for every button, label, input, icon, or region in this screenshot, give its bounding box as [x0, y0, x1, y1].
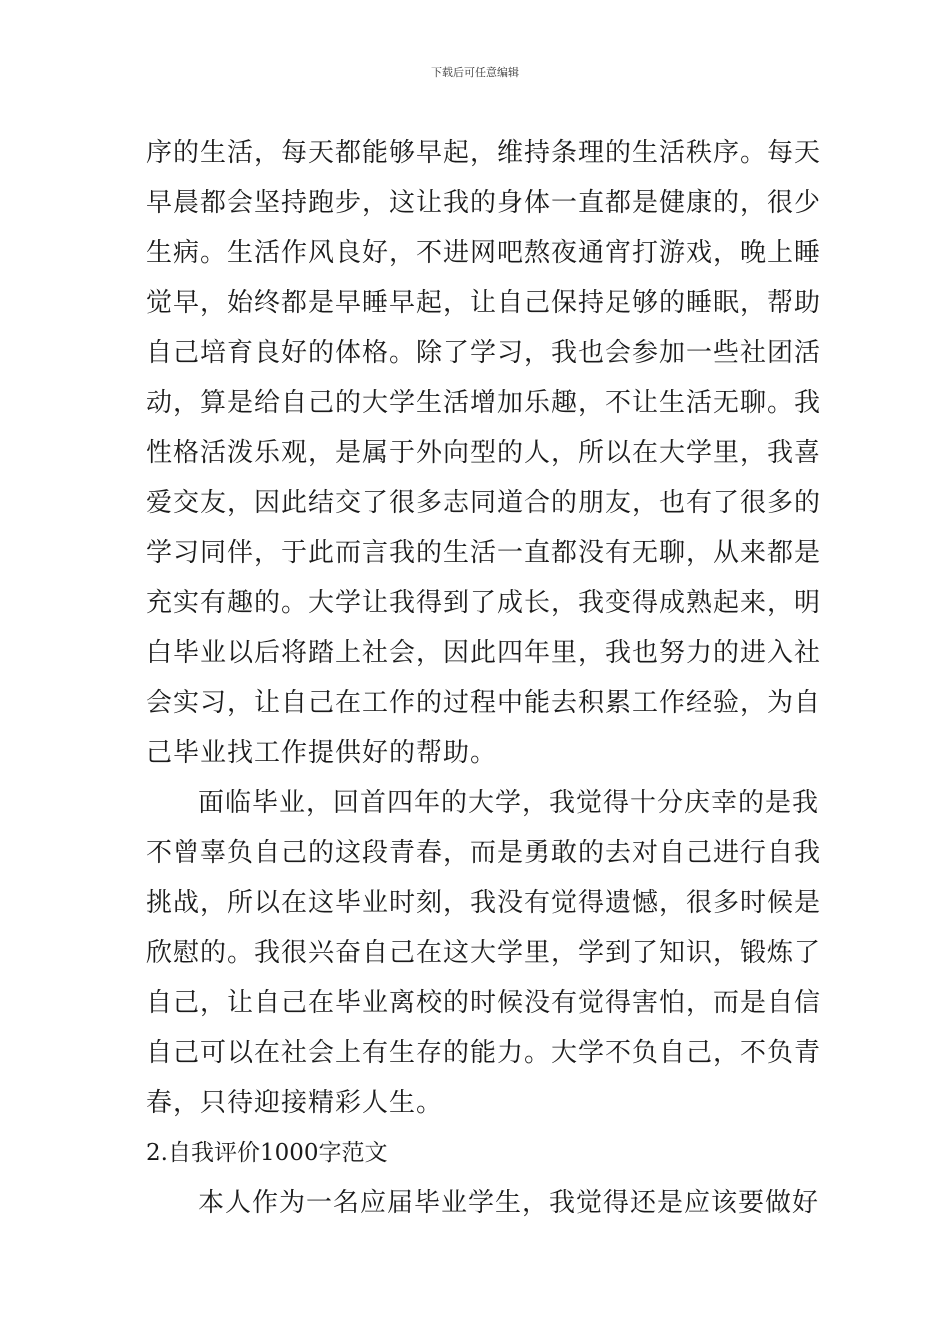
- text-line: 己毕业找工作提供好的帮助。: [146, 738, 498, 768]
- text-line: 欣慰的。我很兴奋自己在这大学里，学到了知识，锻炼了: [146, 938, 822, 968]
- text-line: 爱交友，因此结交了很多志同道合的朋友，也有了很多的: [146, 488, 822, 518]
- text-line: 自己可以在社会上有生存的能力。大学不负自己，不负青: [146, 1038, 822, 1068]
- text-line: 白毕业以后将踏上社会，因此四年里，我也努力的进入社: [146, 638, 822, 668]
- text-line: 会实习，让自己在工作的过程中能去积累工作经验，为自: [146, 688, 822, 718]
- text-line: 充实有趣的。大学让我得到了成长，我变得成熟起来，明: [146, 588, 822, 618]
- text-line: 早晨都会坚持跑步，这让我的身体一直都是健康的，很少: [146, 188, 822, 218]
- section-heading: 2.自我评价1000字范文: [146, 1140, 388, 1166]
- text-line: 动，算是给自己的大学生活增加乐趣，不让生活无聊。我: [146, 388, 822, 418]
- paragraph-start-line: 面临毕业，回首四年的大学，我觉得十分庆幸的是我: [198, 788, 820, 818]
- text-line: 生病。生活作风良好，不进网吧熬夜通宵打游戏，晚上睡: [146, 238, 822, 268]
- text-line: 学习同伴，于此而言我的生活一直都没有无聊，从来都是: [146, 538, 822, 568]
- text-line: 性格活泼乐观，是属于外向型的人，所以在大学里，我喜: [146, 438, 822, 468]
- text-line: 春，只待迎接精彩人生。: [146, 1088, 444, 1118]
- text-line: 自己培育良好的体格。除了学习，我也会参加一些社团活: [146, 338, 822, 368]
- text-line: 序的生活，每天都能够早起，维持条理的生活秩序。每天: [146, 138, 822, 168]
- document-body: [146, 128, 822, 1228]
- header-note: 下载后可任意编辑: [431, 66, 519, 79]
- text-line: 挑战，所以在这毕业时刻，我没有觉得遗憾，很多时候是: [146, 888, 822, 918]
- text-line: 不曾辜负自己的这段青春，而是勇敢的去对自己进行自我: [146, 838, 822, 868]
- text-line: 自己，让自己在毕业离校的时候没有觉得害怕，而是自信: [146, 988, 822, 1018]
- paragraph-start-line: 本人作为一名应届毕业学生，我觉得还是应该要做好: [198, 1188, 820, 1218]
- text-line: 觉早，始终都是早睡早起，让自己保持足够的睡眠，帮助: [146, 288, 822, 318]
